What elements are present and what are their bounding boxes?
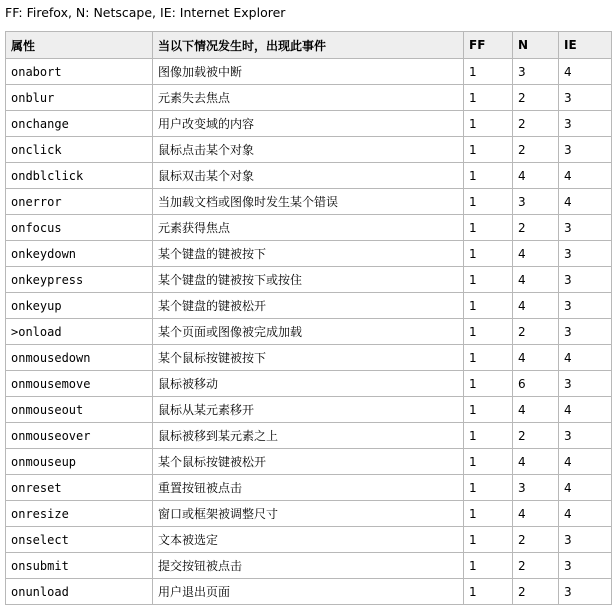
table-row xyxy=(6,59,612,85)
n-version-cell: 2 xyxy=(513,111,559,137)
table-row xyxy=(6,449,612,475)
table-row xyxy=(6,267,612,293)
n-version-cell: 3 xyxy=(513,475,559,501)
event-description-cell: 用户改变域的内容 xyxy=(153,111,464,137)
n-version-cell: 2 xyxy=(513,553,559,579)
event-name-cell: onsubmit xyxy=(6,553,153,579)
header-attribute: 属性 xyxy=(6,32,153,59)
ie-version-cell: 3 xyxy=(559,111,612,137)
table-row xyxy=(6,579,612,605)
event-description-cell: 重置按钮被点击 xyxy=(153,475,464,501)
table-row xyxy=(6,345,612,371)
ie-version-cell: 4 xyxy=(559,59,612,85)
table-row xyxy=(6,553,612,579)
table-row xyxy=(6,371,612,397)
ff-version-cell: 1 xyxy=(464,527,513,553)
ie-version-cell: 3 xyxy=(559,579,612,605)
ie-version-cell: 3 xyxy=(559,319,612,345)
event-name-cell: onunload xyxy=(6,579,153,605)
ff-version-cell: 1 xyxy=(464,423,513,449)
n-version-cell: 4 xyxy=(513,293,559,319)
table-row xyxy=(6,501,612,527)
table-row xyxy=(6,111,612,137)
table-row xyxy=(6,397,612,423)
table-row xyxy=(6,475,612,501)
ie-version-cell: 4 xyxy=(559,475,612,501)
event-description-cell: 鼠标点击某个对象 xyxy=(153,137,464,163)
ie-version-cell: 4 xyxy=(559,189,612,215)
event-description-cell: 图像加载被中断 xyxy=(153,59,464,85)
ie-version-cell: 3 xyxy=(559,553,612,579)
ie-version-cell: 3 xyxy=(559,527,612,553)
event-name-cell: onmousemove xyxy=(6,371,153,397)
table-row xyxy=(6,189,612,215)
event-name-cell: >onload xyxy=(6,319,153,345)
event-name-cell: onabort xyxy=(6,59,153,85)
ff-version-cell: 1 xyxy=(464,475,513,501)
header-n: N xyxy=(513,32,559,59)
ff-version-cell: 1 xyxy=(464,579,513,605)
ff-version-cell: 1 xyxy=(464,371,513,397)
browser-legend: FF: Firefox, N: Netscape, IE: Internet Explorer xyxy=(5,5,286,20)
event-name-cell: onclick xyxy=(6,137,153,163)
event-description-cell: 鼠标被移动 xyxy=(153,371,464,397)
table-row xyxy=(6,423,612,449)
table-row xyxy=(6,319,612,345)
event-description-cell: 某个键盘的键被按下或按住 xyxy=(153,267,464,293)
event-name-cell: onchange xyxy=(6,111,153,137)
ie-version-cell: 3 xyxy=(559,293,612,319)
ff-version-cell: 1 xyxy=(464,85,513,111)
event-description-cell: 某个页面或图像被完成加载 xyxy=(153,319,464,345)
event-description-cell: 鼠标从某元素移开 xyxy=(153,397,464,423)
n-version-cell: 2 xyxy=(513,85,559,111)
table-body xyxy=(6,59,612,605)
event-name-cell: onmousedown xyxy=(6,345,153,371)
ie-version-cell: 3 xyxy=(559,137,612,163)
n-version-cell: 4 xyxy=(513,397,559,423)
ff-version-cell: 1 xyxy=(464,449,513,475)
n-version-cell: 4 xyxy=(513,345,559,371)
table-row xyxy=(6,293,612,319)
event-reference-table xyxy=(5,31,612,605)
event-name-cell: onerror xyxy=(6,189,153,215)
ff-version-cell: 1 xyxy=(464,553,513,579)
table-row xyxy=(6,163,612,189)
table-row xyxy=(6,85,612,111)
table-row xyxy=(6,241,612,267)
event-description-cell: 元素获得焦点 xyxy=(153,215,464,241)
table-row xyxy=(6,527,612,553)
n-version-cell: 4 xyxy=(513,449,559,475)
n-version-cell: 4 xyxy=(513,163,559,189)
ie-version-cell: 3 xyxy=(559,215,612,241)
event-description-cell: 窗口或框架被调整尺寸 xyxy=(153,501,464,527)
n-version-cell: 2 xyxy=(513,527,559,553)
n-version-cell: 3 xyxy=(513,189,559,215)
event-name-cell: onfocus xyxy=(6,215,153,241)
n-version-cell: 2 xyxy=(513,579,559,605)
n-version-cell: 4 xyxy=(513,241,559,267)
event-description-cell: 某个键盘的键被松开 xyxy=(153,293,464,319)
n-version-cell: 4 xyxy=(513,501,559,527)
event-description-cell: 文本被选定 xyxy=(153,527,464,553)
event-name-cell: onkeyup xyxy=(6,293,153,319)
ff-version-cell: 1 xyxy=(464,215,513,241)
ie-version-cell: 4 xyxy=(559,449,612,475)
ie-version-cell: 3 xyxy=(559,85,612,111)
ie-version-cell: 3 xyxy=(559,267,612,293)
event-description-cell: 某个鼠标按键被按下 xyxy=(153,345,464,371)
event-description-cell: 用户退出页面 xyxy=(153,579,464,605)
event-description-cell: 当加载文档或图像时发生某个错误 xyxy=(153,189,464,215)
ff-version-cell: 1 xyxy=(464,267,513,293)
event-name-cell: onkeydown xyxy=(6,241,153,267)
ff-version-cell: 1 xyxy=(464,59,513,85)
n-version-cell: 2 xyxy=(513,319,559,345)
ie-version-cell: 4 xyxy=(559,501,612,527)
ff-version-cell: 1 xyxy=(464,397,513,423)
ie-version-cell: 3 xyxy=(559,423,612,449)
event-name-cell: onselect xyxy=(6,527,153,553)
header-ff: FF xyxy=(464,32,513,59)
ie-version-cell: 4 xyxy=(559,345,612,371)
ie-version-cell: 3 xyxy=(559,371,612,397)
ie-version-cell: 3 xyxy=(559,241,612,267)
event-name-cell: onmouseup xyxy=(6,449,153,475)
event-name-cell: onblur xyxy=(6,85,153,111)
event-name-cell: ondblclick xyxy=(6,163,153,189)
ie-version-cell: 4 xyxy=(559,397,612,423)
event-description-cell: 鼠标双击某个对象 xyxy=(153,163,464,189)
n-version-cell: 2 xyxy=(513,423,559,449)
table-header-row xyxy=(6,32,612,59)
table-row xyxy=(6,137,612,163)
n-version-cell: 6 xyxy=(513,371,559,397)
n-version-cell: 2 xyxy=(513,137,559,163)
event-name-cell: onmouseover xyxy=(6,423,153,449)
n-version-cell: 3 xyxy=(513,59,559,85)
ff-version-cell: 1 xyxy=(464,241,513,267)
n-version-cell: 2 xyxy=(513,215,559,241)
event-description-cell: 某个鼠标按键被松开 xyxy=(153,449,464,475)
header-description: 当以下情况发生时，出现此事件 xyxy=(153,32,464,59)
event-name-cell: onreset xyxy=(6,475,153,501)
event-description-cell: 某个键盘的键被按下 xyxy=(153,241,464,267)
event-name-cell: onmouseout xyxy=(6,397,153,423)
event-name-cell: onkeypress xyxy=(6,267,153,293)
n-version-cell: 4 xyxy=(513,267,559,293)
ff-version-cell: 1 xyxy=(464,189,513,215)
event-name-cell: onresize xyxy=(6,501,153,527)
ff-version-cell: 1 xyxy=(464,163,513,189)
ff-version-cell: 1 xyxy=(464,293,513,319)
ff-version-cell: 1 xyxy=(464,137,513,163)
table-row xyxy=(6,215,612,241)
ff-version-cell: 1 xyxy=(464,111,513,137)
event-description-cell: 鼠标被移到某元素之上 xyxy=(153,423,464,449)
event-description-cell: 元素失去焦点 xyxy=(153,85,464,111)
ie-version-cell: 4 xyxy=(559,163,612,189)
header-ie: IE xyxy=(559,32,612,59)
ff-version-cell: 1 xyxy=(464,345,513,371)
ff-version-cell: 1 xyxy=(464,319,513,345)
event-description-cell: 提交按钮被点击 xyxy=(153,553,464,579)
ff-version-cell: 1 xyxy=(464,501,513,527)
